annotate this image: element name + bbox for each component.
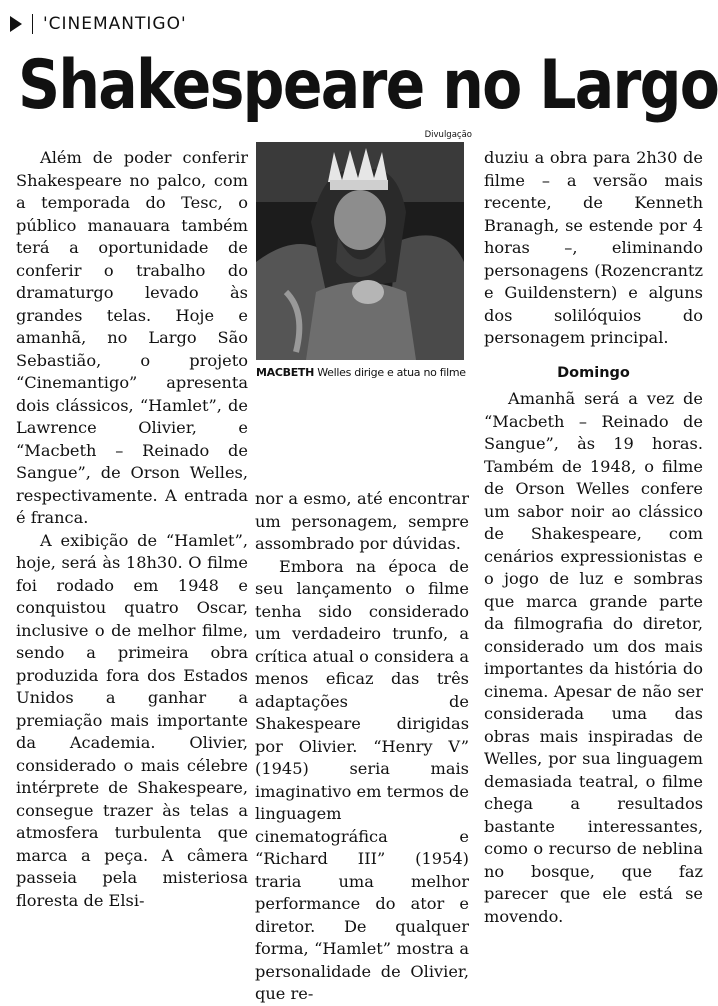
column-3 <box>484 147 703 928</box>
section-label: 'CINEMANTIGO' <box>43 14 187 34</box>
photo-caption <box>256 366 470 379</box>
kicker-divider <box>32 14 33 34</box>
paragraph: duziu a obra para 2h30 de filme – a versão mais recente, de Kenneth Branagh, se estende por 4 horas –, eliminando personagens (Rozencrantz e Guildenstern) e alguns dos solilóquios do personagem principal. <box>484 148 703 347</box>
subheading: Domingo <box>557 364 630 381</box>
caption-bold: MACBETH <box>256 366 315 379</box>
photo-credit: Divulgação <box>424 130 472 140</box>
column-2 <box>255 488 469 1006</box>
triangle-icon <box>10 16 22 32</box>
headline: Shakespeare no Largo <box>18 46 718 125</box>
macbeth-photo <box>256 142 464 360</box>
column-1 <box>16 147 248 912</box>
caption-text: Welles dirige e atua no filme <box>317 366 466 379</box>
paragraph: nor a esmo, até encontrar um personagem, sempre assombrado por dúvidas. <box>255 489 469 553</box>
paragraph: Amanhã será a vez de “Macbeth – Reinado de Sangue”, às 19 horas. Também de 1948, o filme de Orson Welles confere um sabor noir ao clássico de Shakespeare, com cenários expressionistas e o jogo de luz e sombras que marca grande parte da filmografia do diretor, considerado um dos mais importantes da história do cinema. Apesar de não ser considerada uma das obras mais inspiradas de Welles, por sua linguagem demasiada teatral, o filme chega a resultados bastante interessantes, como o recurso de neblina no bosque, que faz parecer que ele está se movendo. <box>484 389 703 926</box>
section-kicker <box>10 14 187 34</box>
paragraph: Embora na época de seu lançamento o filme tenha sido considerado um verdadeiro trunfo, a crítica atual o considera a menos eficaz das três adaptações de Shakespeare dirigidas por Olivier. “Henry V” (1945) seria mais imaginativo em termos de linguagem cinematográfica e “Richard III” (1954) traria uma melhor performance do ator e diretor. De qualquer forma, “Hamlet” mostra a personalidade de Olivier, que re- <box>255 556 469 1003</box>
paragraph: A exibição de “Hamlet”, hoje, será às 18h30. O filme foi rodado em 1948 e conquistou quatro Oscar, inclusive o de melhor filme, sendo a primeira obra produzida fora dos Estados Unidos a ganhar a premiação mais importante da Academia. Olivier, considerado o mais célebre intérprete de Shakespeare, consegue trazer às telas a atmosfera turbulenta que marca a peça. A câmera passeia pela misteriosa floresta de Elsi- <box>16 530 248 910</box>
macbeth-photo-illustration <box>256 142 464 360</box>
paragraph: Além de poder conferir Shakespeare no palco, com a temporada do Tesc, o público manauara também terá a oportunidade de conferir o trabalho do dramaturgo levado às grandes telas. Hoje e amanhã, no Largo São Sebastião, o projeto “Cinemantigo” apresenta dois clássicos, “Hamlet”, de Lawrence Olivier, e “Macbeth – Reinado de Sangue”, de Orson Welles, respectivamente. A entrada é franca. <box>16 148 248 527</box>
